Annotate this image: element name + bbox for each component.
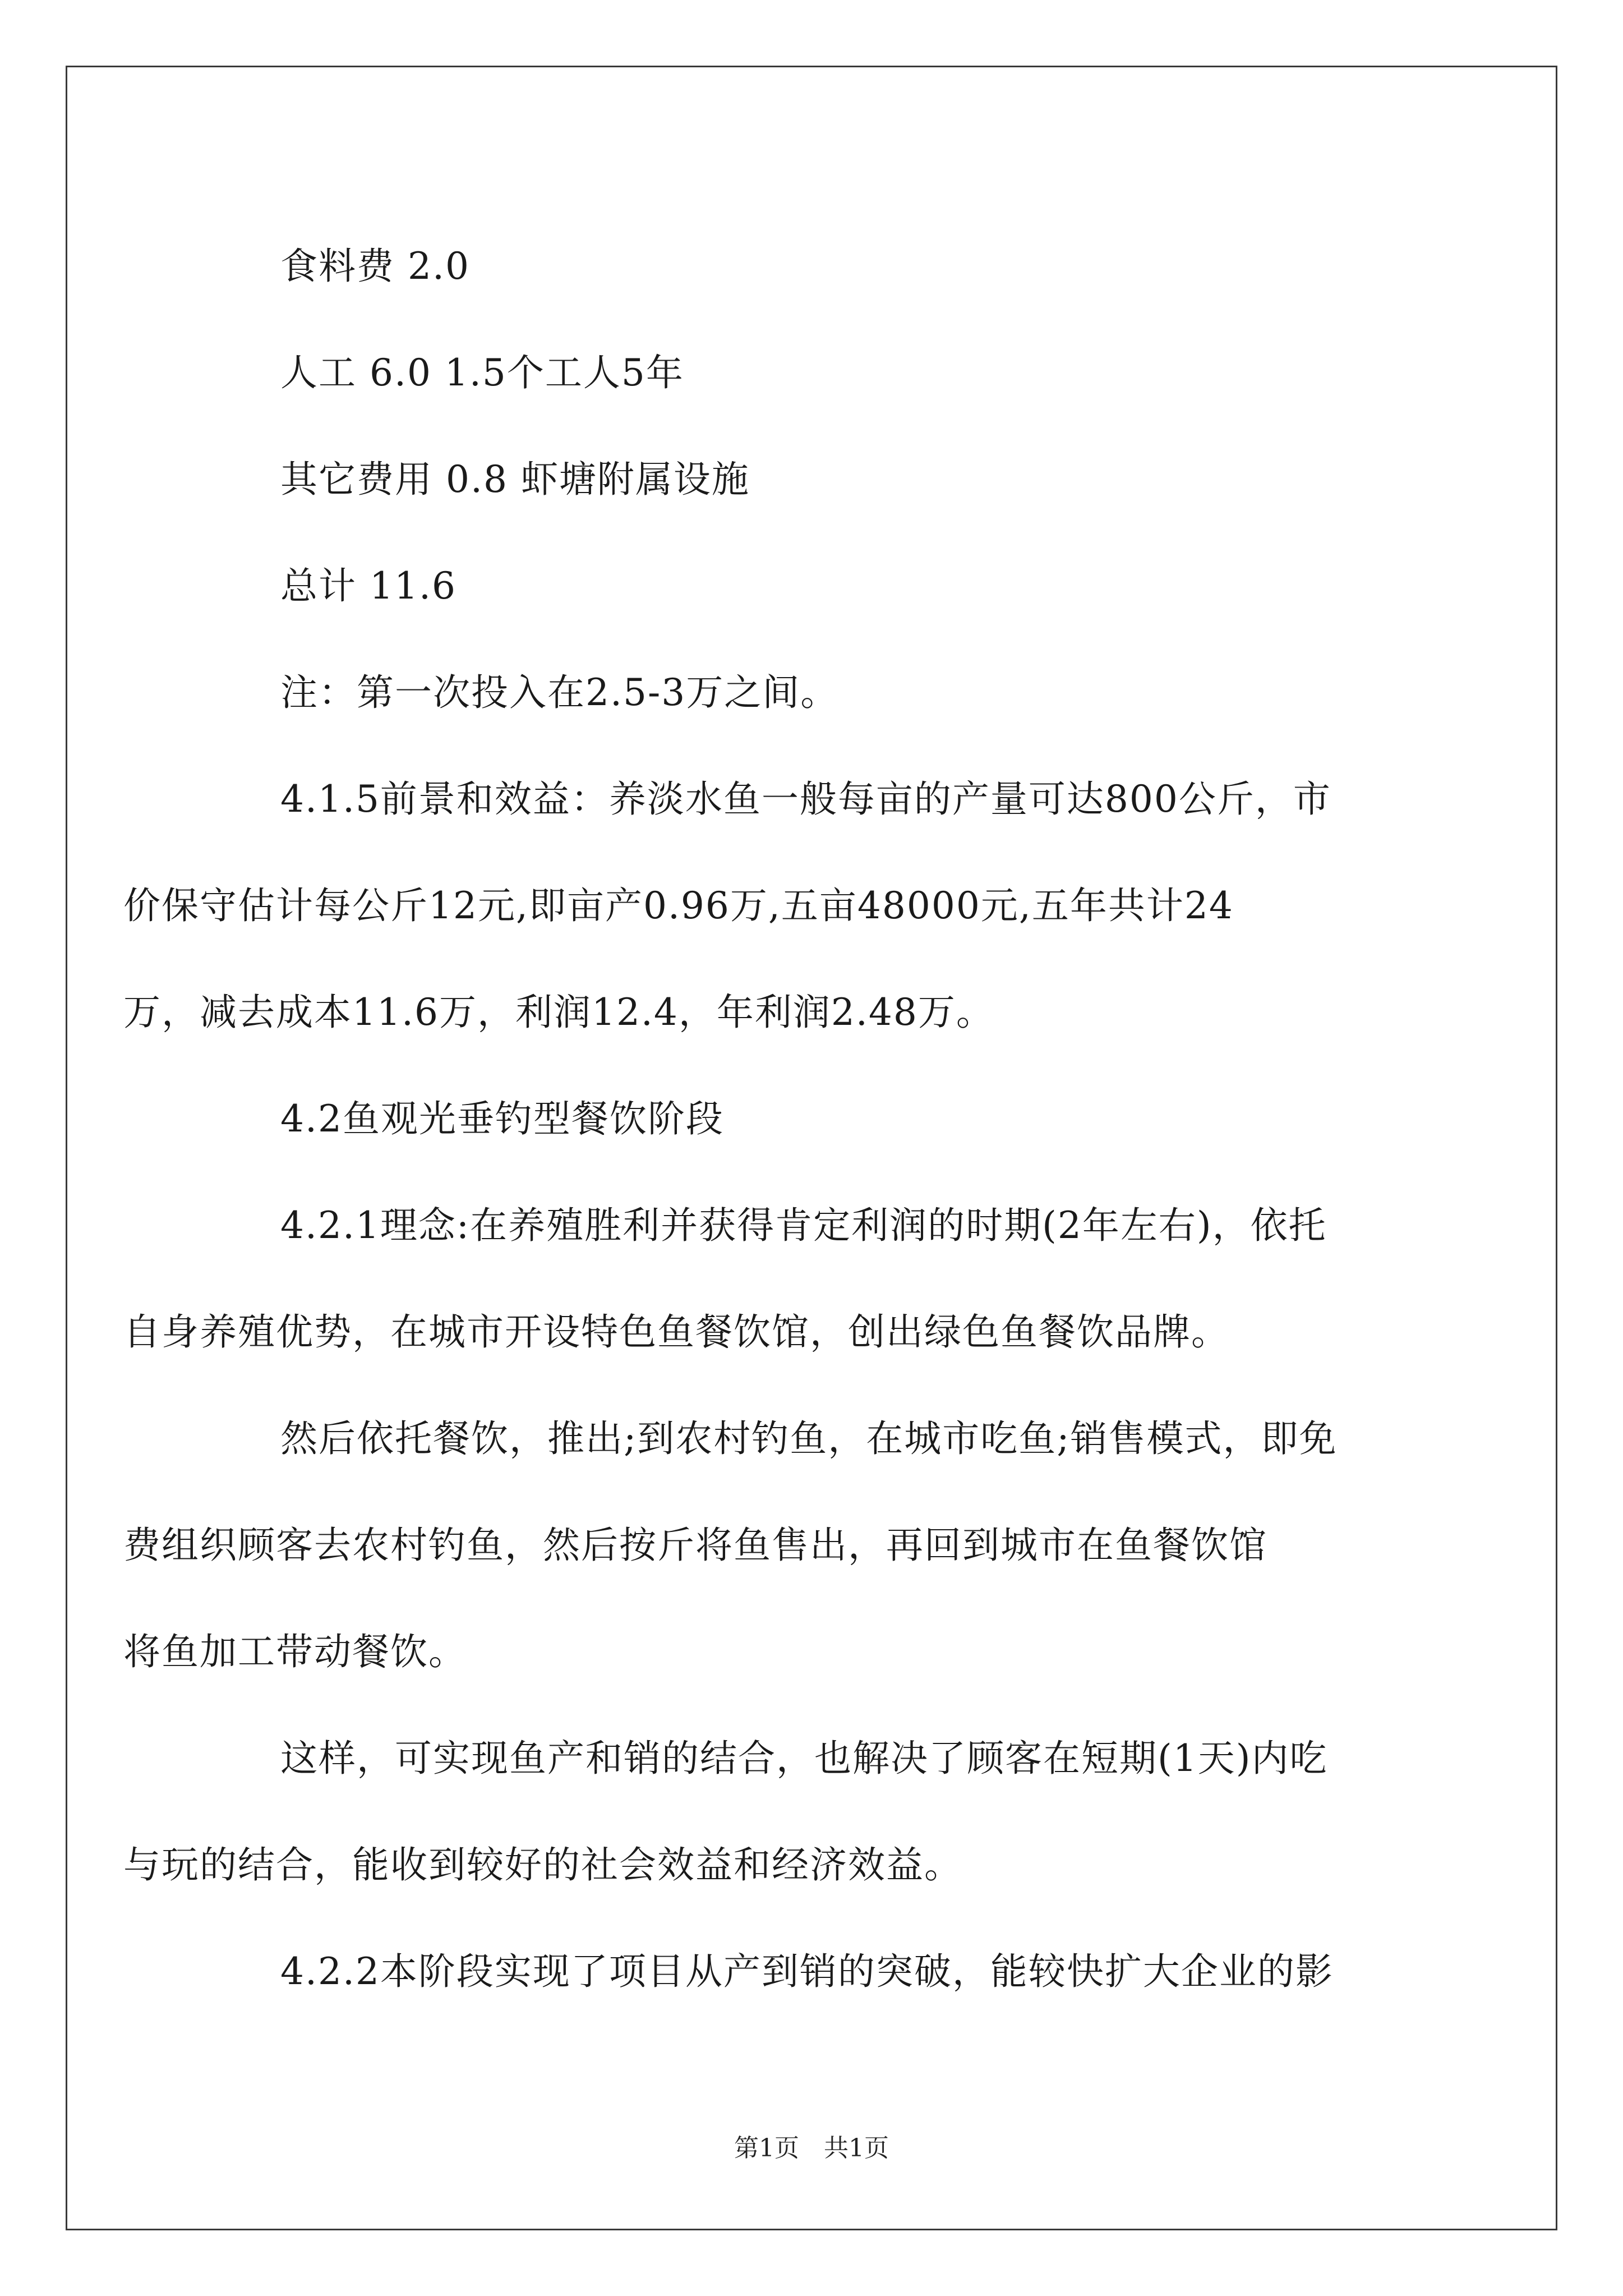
page-footer: 第1页 共1页 bbox=[734, 2134, 889, 2162]
text-line: 注：第一次投入在2.5-3万之间。 bbox=[280, 671, 839, 714]
paragraph bbox=[202, 213, 1436, 320]
paragraph bbox=[202, 639, 1436, 746]
text-line: 人工 6.0 1.5个工人5年 bbox=[280, 351, 684, 394]
text-line: 总计 11.6 bbox=[280, 564, 457, 608]
paragraph bbox=[202, 533, 1436, 639]
paragraph bbox=[123, 1705, 1436, 1918]
text-line: 4.2鱼观光垂钓型餐饮阶段 bbox=[280, 1097, 724, 1140]
paragraph bbox=[202, 320, 1436, 426]
text-line: 自身养殖优势，在城市开设特色鱼餐饮馆，创出绿色鱼餐饮品牌。 bbox=[123, 1310, 1229, 1354]
text-line: 4.1.5前景和效益：养淡水鱼一般每亩的产量可达800公斤，市 bbox=[280, 777, 1331, 821]
text-line: 4.2.1理念:在养殖胜利并获得肯定利润的时期(2年左右)，依托 bbox=[280, 1204, 1327, 1247]
text-line: 4.2.2本阶段实现了项目从产到销的突破，能较快扩大企业的影 bbox=[280, 1950, 1334, 1993]
text-line: 费组织顾客去农村钓鱼，然后按斤将鱼售出，再回到城市在鱼餐饮馆 bbox=[123, 1524, 1267, 1567]
paragraph bbox=[123, 1386, 1436, 1705]
paragraph bbox=[202, 1066, 1436, 1172]
paragraph bbox=[202, 1918, 1436, 2025]
text-line: 万，减去成本11.6万，利润12.4，年利润2.48万。 bbox=[123, 991, 994, 1034]
text-line: 与玩的结合，能收到较好的社会效益和经济效益。 bbox=[123, 1843, 962, 1887]
paragraph bbox=[202, 426, 1436, 533]
paragraph bbox=[123, 1172, 1436, 1386]
document-body bbox=[123, 213, 1436, 2025]
text-line: 然后依托餐饮，推出;到农村钓鱼，在城市吃鱼;销售模式，即免 bbox=[280, 1417, 1338, 1460]
text-line: 将鱼加工带动餐饮。 bbox=[123, 1630, 467, 1673]
text-line: 这样，可实现鱼产和销的结合，也解决了顾客在短期(1天)内吃 bbox=[280, 1737, 1328, 1780]
text-line: 食料费 2.0 bbox=[280, 245, 470, 288]
paragraph bbox=[123, 746, 1436, 1066]
text-line: 其它费用 0.8 虾塘附属设施 bbox=[280, 458, 750, 501]
text-line: 价保守估计每公斤12元,即亩产0.96万,五亩48000元,五年共计24 bbox=[123, 884, 1234, 927]
